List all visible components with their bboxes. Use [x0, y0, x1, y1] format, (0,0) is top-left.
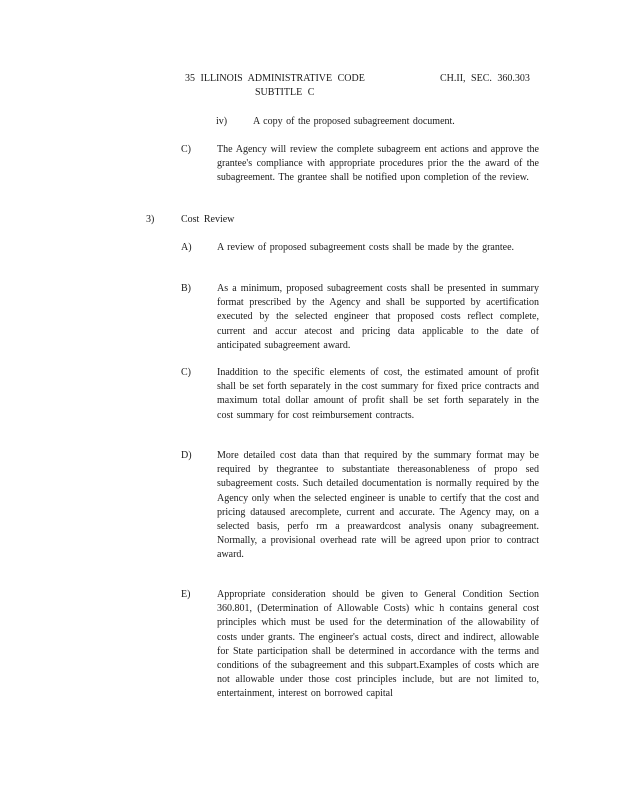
section-3-item-b-text: As a minimum, proposed subagreement costs shall be presented in summary format prescribed by the Agency and shall be supported by acertification executed by the selected engineer that proposed costs reflect complete, current and accur atecost and pricing data applicable to the date of anticipated subagreement award. — [217, 283, 539, 351]
section-3-marker: 3) — [146, 214, 155, 225]
section-3-heading: Cost Review — [181, 214, 235, 225]
section-3-item-e-text: Appropriate consideration should be given to General Condition Section 360.801, (Determination of Allowable Costs) whic h contains general cost principles which must be used for the determination of the allowability of costs under grants. The engineer's actual costs, direct and indirect, allowable for State participation shall be determined in accordance with the terms and conditions of the subagreement and this subpart.Examples of costs which are not allowable under those cost principles include, but are not limited to, entertainment, interest on borrowed capital — [217, 589, 539, 700]
header-title-line2: SUBTITLE C — [255, 87, 315, 98]
section-3-item-a-marker: A) — [181, 242, 192, 253]
item-c-top-marker: C) — [181, 144, 191, 155]
header-title-line1: 35 ILLINOIS ADMINISTRATIVE CODE — [185, 73, 365, 84]
section-3-item-d-text: More detailed cost data than that required by the summary format may be required by thegrantee to substantiate thereasonableness of propo sed subagreement costs. Such detailed documentation is normally required by the Agency only when the selected engineer is unable to certify that the cost and pricing dataused arecomplete, current and accurate. The Agency may, on a selected basis, perfo rm a preawardcost analysis onany subagreement. Normally, a provisional overhead rate will be agreed upon prior to contract award. — [217, 450, 539, 561]
item-iv-text: A copy of the proposed subagreement document. — [253, 116, 455, 127]
section-3-item-e-marker: E) — [181, 589, 191, 600]
header-chapter-section: CH.II, SEC. 360.303 — [440, 73, 530, 84]
section-3-item-b-marker: B) — [181, 283, 191, 294]
item-c-top-text: The Agency will review the complete subagreem ent actions and approve the grantee's compliance with appropriate procedures prior the the award of the subagreement. The grantee shall be notified upon completion of the review. — [217, 144, 539, 184]
item-iv-marker: iv) — [216, 116, 228, 127]
section-3-item-d-marker: D) — [181, 450, 192, 461]
section-3-item-c-marker: C) — [181, 367, 191, 378]
section-3-item-a-text: A review of proposed subagreement costs shall be made by the grantee. — [217, 242, 515, 253]
section-3-item-c-text: Inaddition to the specific elements of cost, the estimated amount of profit shall be set forth separately in the cost summary for fixed price contracts and maximum total dollar amount of profit shall be set forth separately in the cost summary for cost reimbursement contracts. — [217, 367, 539, 421]
